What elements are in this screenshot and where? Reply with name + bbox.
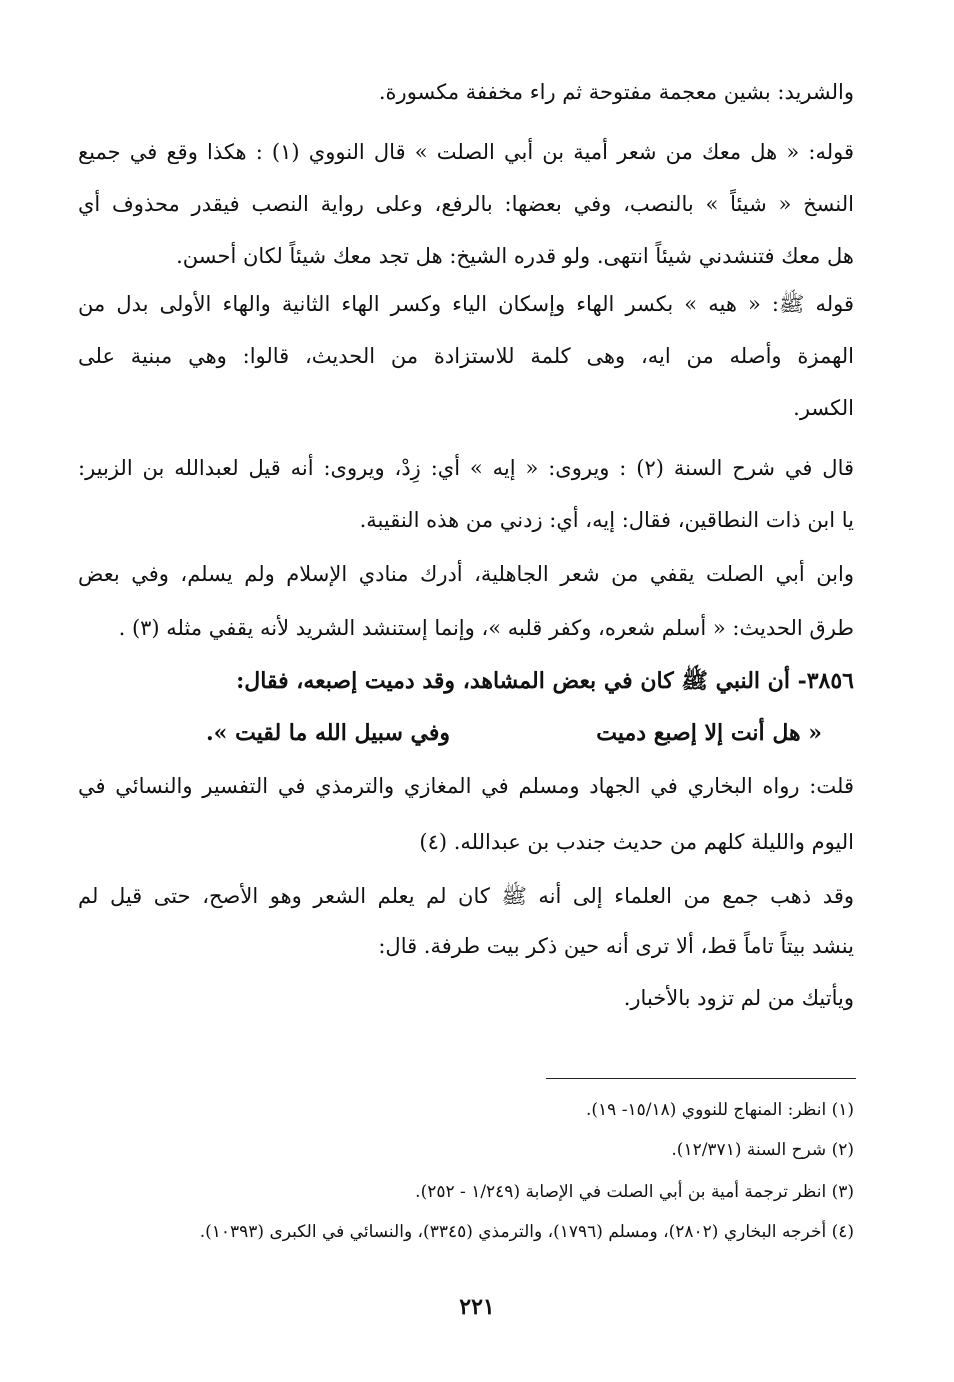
page-number: ٢٢١: [459, 1294, 495, 1320]
hadith-heading: ٣٨٥٦- أن النبي ﷺ كان في بعض المشاهد، وقد دميت إصبعه، فقال:: [236, 668, 854, 694]
text-line-7: الكسر.: [793, 396, 854, 420]
text-line-15: وقد ذهب جمع من العلماء إلى أنه ﷺ كان لم يعلم الشعر وهو الأصح، حتى قيل لم: [78, 884, 854, 908]
footnote-1: (١) انظر: المنهاج للنووي (١٥/١٨- ١٩).: [586, 1100, 854, 1120]
footnote-separator: [546, 1078, 856, 1079]
text-line-6: الهمزة وأصله من ايه، وهى كلمة للاستزادة من الحديث، قالوا: وهي مبنية على: [78, 344, 854, 368]
verse-hemistich-left: وفي سبيل الله ما لقيت ».: [206, 720, 451, 746]
footnote-4: (٤) أخرجه البخاري (٢٨٠٢)، ومسلم (١٧٩٦)، والترمذي (٣٣٤٥)، والنسائي في الكبرى (١٠٣٩٣).: [199, 1222, 854, 1242]
text-line-13: قلت: رواه البخاري في الجهاد ومسلم في المغازي والترمذي في التفسير والنسائي في: [78, 774, 854, 798]
text-line-14: اليوم والليلة كلهم من حديث جندب بن عبدالله. (٤): [419, 830, 854, 854]
verse-hemistich-right: « هل أنت إلا إصبع دميت: [596, 720, 822, 746]
text-line-11: طرق الحديث: « أسلم شعره، وكفر قلبه »، وإنما إستنشد الشريد لأنه يقفي مثله (٣) .: [118, 616, 854, 640]
footnote-2: (٢) شرح السنة (١٢/٣٧١).: [671, 1140, 854, 1160]
text-line-3: النسخ « شيئاً » بالنصب، وفي بعضها: بالرفع، وعلى رواية النصب فيقدر محذوف أي: [78, 192, 854, 216]
text-line-4: هل معك فتنشدني شيئاً انتهى. ولو قدره الشيخ: هل تجد معك شيئاً لكان أحسن.: [176, 244, 854, 268]
footnote-3: (٣) انظر ترجمة أمية بن أبي الصلت في الإصابة (١/٢٤٩ - ٢٥٢).: [415, 1182, 854, 1202]
text-line-9: يا ابن ذات النطاقين، فقال: إيه، أي: زدني من هذه النقيبة.: [359, 508, 854, 532]
text-line-10: وابن أبي الصلت يقفي من شعر الجاهلية، أدرك منادي الإسلام ولم يسلم، وفي بعض: [78, 562, 854, 586]
text-line-5: قوله ﷺ: « هيه » بكسر الهاء وإسكان الياء وكسر الهاء الثانية والهاء الأولى بدل من: [78, 292, 854, 316]
text-line-2: قوله: « هل معك من شعر أمية بن أبي الصلت » قال النووي (١) : هكذا وقع في جميع: [78, 140, 854, 164]
text-line-1: والشريد: بشين معجمة مفتوحة ثم راء مخففة مكسورة.: [378, 80, 854, 104]
text-line-16: ينشد بيتاً تاماً قط، ألا ترى أنه حين ذكر بيت طرفة. قال:: [378, 934, 854, 958]
text-line-17: ويأتيك من لم تزود بالأخبار.: [623, 986, 854, 1010]
text-line-8: قال في شرح السنة (٢) : ويروى: « إيه » أي: زِدْ، ويروى: أنه قيل لعبدالله بن الزبير:: [78, 456, 855, 480]
